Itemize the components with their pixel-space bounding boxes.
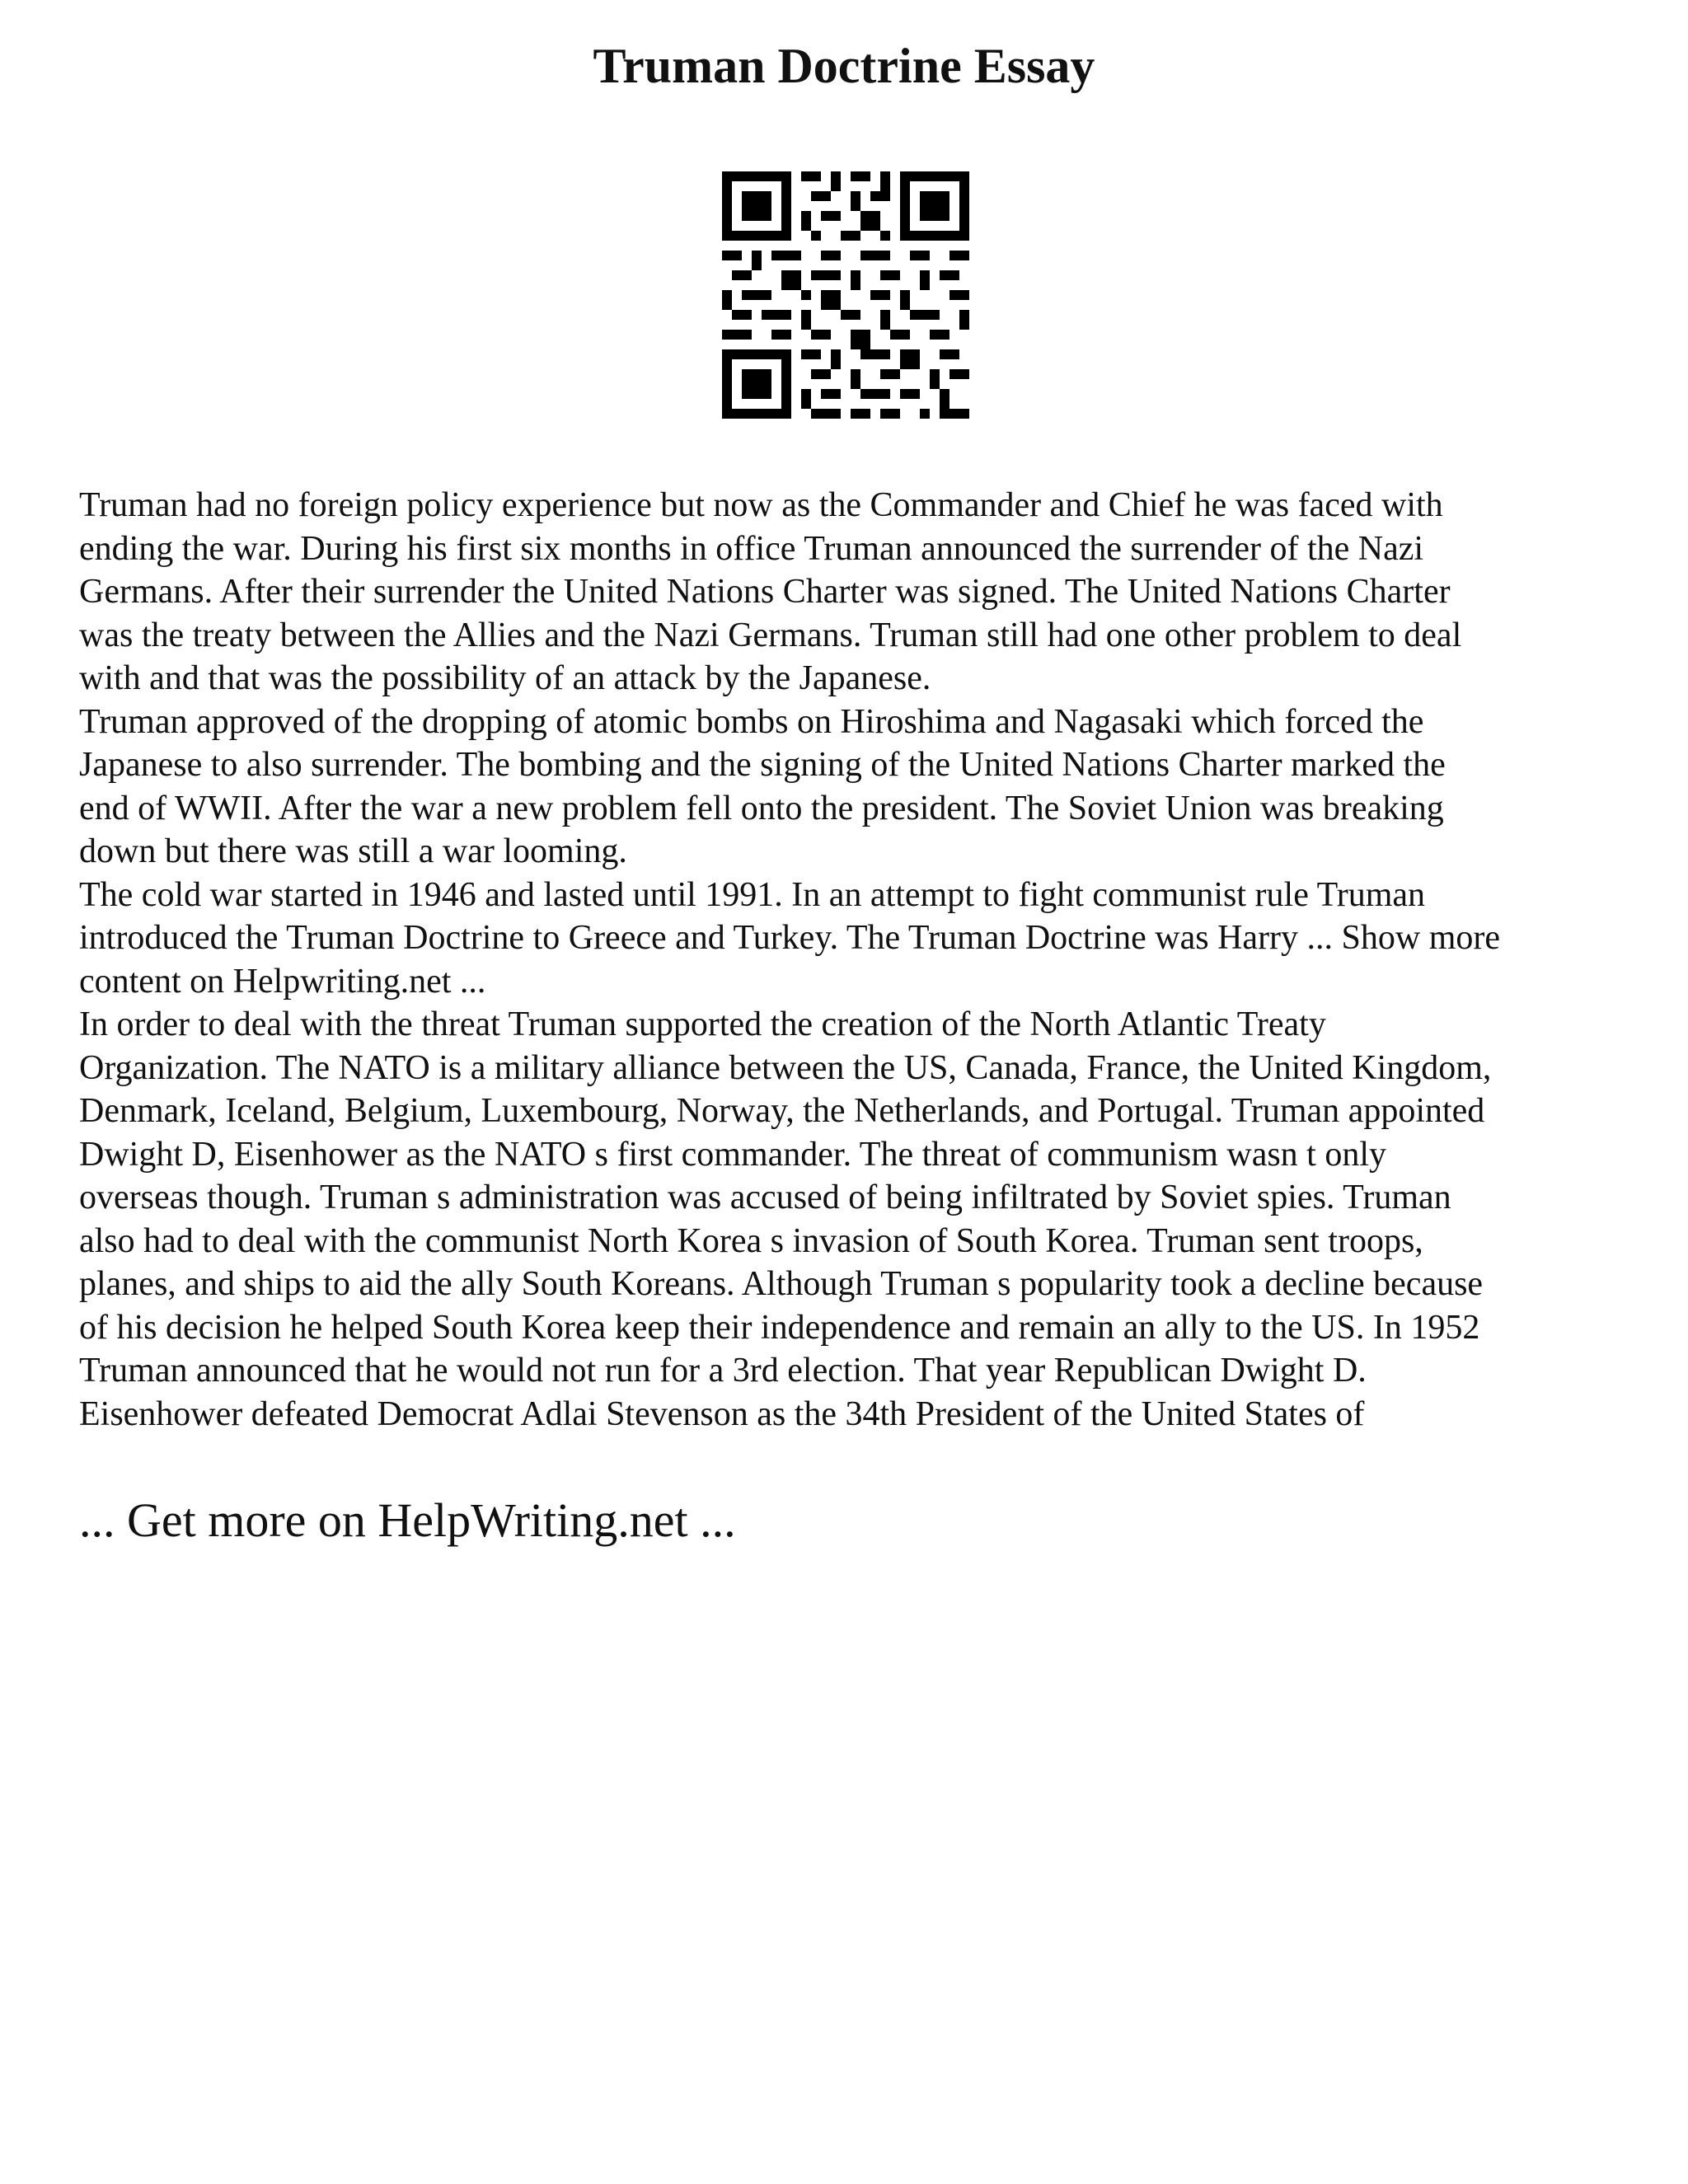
essay-line: Truman approved of the dropping of atomic bombs on Hiroshima and Nagasaki which forced the — [79, 702, 1424, 741]
essay-line: planes, and ships to aid the ally South Koreans. Although Truman s popularity took a decline because — [79, 1265, 1484, 1303]
essay-line: Organization. The NATO is a military alliance between the US, Canada, France, the United Kingdom, — [79, 1048, 1492, 1087]
essay-line: end of WWII. After the war a new problem fell onto the president. The Soviet Union was breaking — [79, 789, 1444, 827]
essay-line: In order to deal with the threat Truman supported the creation of the North Atlantic Treaty — [79, 1005, 1326, 1043]
get-more-link[interactable]: ... Get more on HelpWriting.net ... — [79, 1493, 736, 1547]
essay-line: was the treaty between the Allies and the Nazi Germans. Truman still had one other problem to deal — [79, 616, 1462, 654]
essay-line: ending the war. During his first six months in office Truman announced the surrender of the Nazi — [79, 529, 1424, 568]
essay-line: introduced the Truman Doctrine to Greece and Turkey. The Truman Doctrine was Harry ... Show more — [79, 919, 1501, 957]
essay-line: Truman had no foreign policy experience but now as the Commander and Chief he was faced with — [79, 486, 1443, 524]
essay-line: also had to deal with the communist North Korea s invasion of South Korea. Truman sent troops, — [79, 1221, 1423, 1260]
essay-line: Japanese to also surrender. The bombing and the signing of the United Nations Charter marked the — [79, 746, 1446, 784]
essay-line: down but there was still a war looming. — [79, 832, 627, 870]
essay-line: The cold war started in 1946 and lasted until 1991. In an attempt to fight communist rule Truman — [79, 875, 1426, 914]
essay-line: with and that was the possibility of an attack by the Japanese. — [79, 659, 931, 697]
essay-body — [79, 484, 1629, 1436]
essay-line: Denmark, Iceland, Belgium, Luxembourg, Norway, the Netherlands, and Portugal. Truman appointed — [79, 1092, 1485, 1130]
essay-line: of his decision he helped South Korea keep their independence and remain an ally to the US. In 1952 — [79, 1308, 1480, 1347]
essay-line: Truman announced that he would not run for a 3rd election. That year Republican Dwight D. — [79, 1352, 1367, 1390]
essay-line: Dwight D, Eisenhower as the NATO s first commander. The threat of communism wasn t only — [79, 1135, 1387, 1174]
essay-line: content on Helpwriting.net ... — [79, 962, 486, 1001]
qr-code-icon — [722, 171, 969, 419]
essay-line: Eisenhower defeated Democrat Adlai Stevenson as the 34th President of the United States of — [79, 1394, 1365, 1433]
page-title: Truman Doctrine Essay — [593, 39, 1095, 93]
essay-line: Germans. After their surrender the United Nations Charter was signed. The United Nations Charter — [79, 573, 1451, 611]
essay-line: overseas though. Truman s administration was accused of being infiltrated by Soviet spies. Truman — [79, 1179, 1451, 1216]
